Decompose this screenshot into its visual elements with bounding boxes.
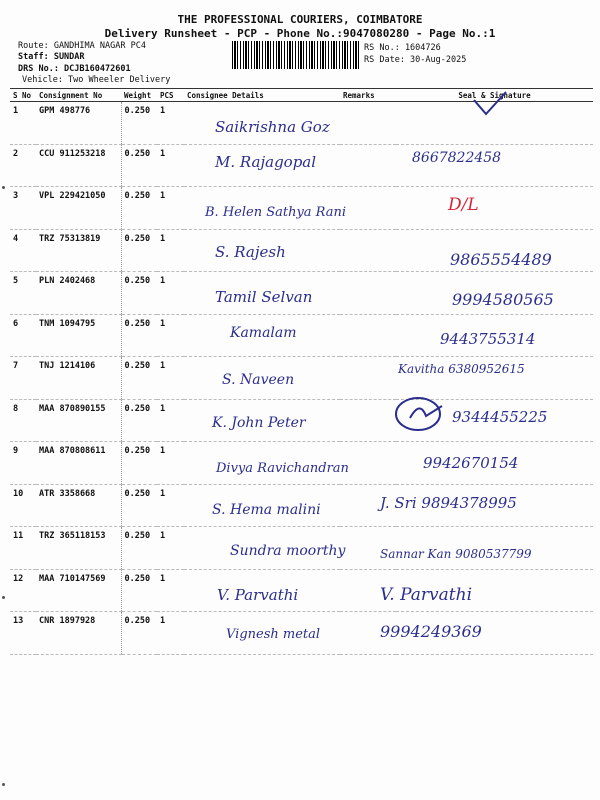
row-sno: 7: [10, 357, 36, 400]
route-label: Route: GANDHIMA NAGAR PC4: [18, 41, 146, 51]
runsheet-subtitle: Delivery Runsheet - PCP - Phone No.:9047080280 - Page No.:1: [104, 27, 496, 40]
signature: 9865554489: [450, 250, 552, 269]
weight: 0.250: [121, 527, 157, 570]
weight: 0.250: [121, 229, 157, 272]
consignment-no: CCU 911253218: [36, 144, 121, 187]
signature: J. Sri 9894378995: [380, 494, 517, 512]
consignment-no: GPM 498776: [36, 102, 121, 145]
row-sno: 8: [10, 399, 36, 442]
weight: 0.250: [121, 272, 157, 315]
pcs: 1: [157, 229, 184, 272]
consignee-name: S. Hema malini: [212, 502, 321, 518]
consignment-no: TRZ 75313819: [36, 229, 121, 272]
consignment-no: ATR 3358668: [36, 484, 121, 527]
signature: 8667822458: [412, 150, 502, 166]
pcs: 1: [157, 144, 184, 187]
col-remarks: Remarks: [340, 89, 396, 102]
consignee-name: Vignesh metal: [226, 627, 321, 642]
rs-date: RS Date: 30-Aug-2025: [364, 55, 467, 65]
punch-mark: [2, 596, 5, 599]
punch-mark: [2, 783, 5, 786]
consignee-name: B. Helen Sathya Rani: [205, 205, 347, 220]
pcs: 1: [157, 314, 184, 357]
consignment-no: TNM 1094795: [36, 314, 121, 357]
delivered-mark: D/L: [448, 195, 479, 215]
consignee-name: V. Parvathi: [217, 586, 299, 604]
pcs: 1: [157, 569, 184, 612]
consignment-no: TRZ 365118153: [36, 527, 121, 570]
col-signature: Seal & Signature: [396, 89, 593, 102]
row-sno: 1: [10, 102, 36, 145]
signature: 9344455225: [452, 408, 548, 426]
row-sno: 4: [10, 229, 36, 272]
col-weight: Weight: [121, 89, 157, 102]
signature: Sannar Kan 9080537799: [380, 547, 532, 561]
consignee-name: Tamil Selvan: [215, 288, 313, 306]
weight: 0.250: [121, 484, 157, 527]
consignee-name: S. Naveen: [222, 372, 295, 388]
consignment-no: VPL 229421050: [36, 187, 121, 230]
weight: 0.250: [121, 187, 157, 230]
consignment-no: PLN 2402468: [36, 272, 121, 315]
pcs: 1: [157, 612, 184, 655]
row-sno: 11: [10, 527, 36, 570]
signature: 9942670154: [423, 454, 519, 472]
pcs: 1: [157, 527, 184, 570]
row-sno: 9: [10, 442, 36, 485]
signature: 9443755314: [440, 330, 536, 348]
signature: 9994580565: [452, 290, 554, 309]
consignee-name: M. Rajagopal: [215, 153, 317, 171]
consignment-no: CNR 1897928: [36, 612, 121, 655]
drs-number: DRS No.: DCJB160472601: [18, 64, 131, 74]
col-sno: S No: [10, 89, 36, 102]
staff-label: Staff: SUNDAR: [18, 52, 85, 62]
weight: 0.250: [121, 442, 157, 485]
col-pcs: PCS: [157, 89, 184, 102]
rs-number: RS No.: 1604726: [364, 43, 441, 53]
row-sno: 5: [10, 272, 36, 315]
signature-scribble: [392, 394, 452, 434]
row-sno: 10: [10, 484, 36, 527]
signature: Kavitha 6380952615: [398, 362, 525, 376]
weight: 0.250: [121, 357, 157, 400]
weight: 0.250: [121, 144, 157, 187]
consignee-name: Sundra moorthy: [230, 543, 346, 559]
weight: 0.250: [121, 399, 157, 442]
pcs: 1: [157, 442, 184, 485]
consignment-no: MAA 710147569: [36, 569, 121, 612]
pcs: 1: [157, 357, 184, 400]
pcs: 1: [157, 102, 184, 145]
weight: 0.250: [121, 569, 157, 612]
consignee-name: K. John Peter: [212, 415, 306, 431]
col-consignee: Consignee Details: [184, 89, 340, 102]
row-sno: 6: [10, 314, 36, 357]
row-sno: 12: [10, 569, 36, 612]
pcs: 1: [157, 484, 184, 527]
signature: V. Parvathi: [380, 585, 473, 605]
consignee-name: Divya Ravichandran: [216, 461, 349, 476]
consignment-no: MAA 870890155: [36, 399, 121, 442]
consignee-name: S. Rajesh: [215, 243, 286, 261]
consignment-no: TNJ 1214106: [36, 357, 121, 400]
consignee-name: Kamalam: [230, 325, 297, 341]
row-sno: 3: [10, 187, 36, 230]
vehicle-label: Vehicle: Two Wheeler Delivery: [22, 75, 171, 85]
signature: 9994249369: [380, 622, 482, 641]
pcs: 1: [157, 399, 184, 442]
tick-mark-icon: [470, 88, 510, 118]
weight: 0.250: [121, 612, 157, 655]
consignee-name: Saikrishna Goz: [215, 118, 330, 136]
row-sno: 2: [10, 144, 36, 187]
pcs: 1: [157, 272, 184, 315]
row-sno: 13: [10, 612, 36, 655]
barcode: [232, 41, 360, 69]
punch-mark: [2, 186, 5, 189]
table-row: [10, 569, 593, 612]
pcs: 1: [157, 187, 184, 230]
consignment-no: MAA 870808611: [36, 442, 121, 485]
weight: 0.250: [121, 102, 157, 145]
col-consignment: Consignment No: [36, 89, 121, 102]
company-title: THE PROFESSIONAL COURIERS, COIMBATORE: [177, 13, 423, 26]
weight: 0.250: [121, 314, 157, 357]
